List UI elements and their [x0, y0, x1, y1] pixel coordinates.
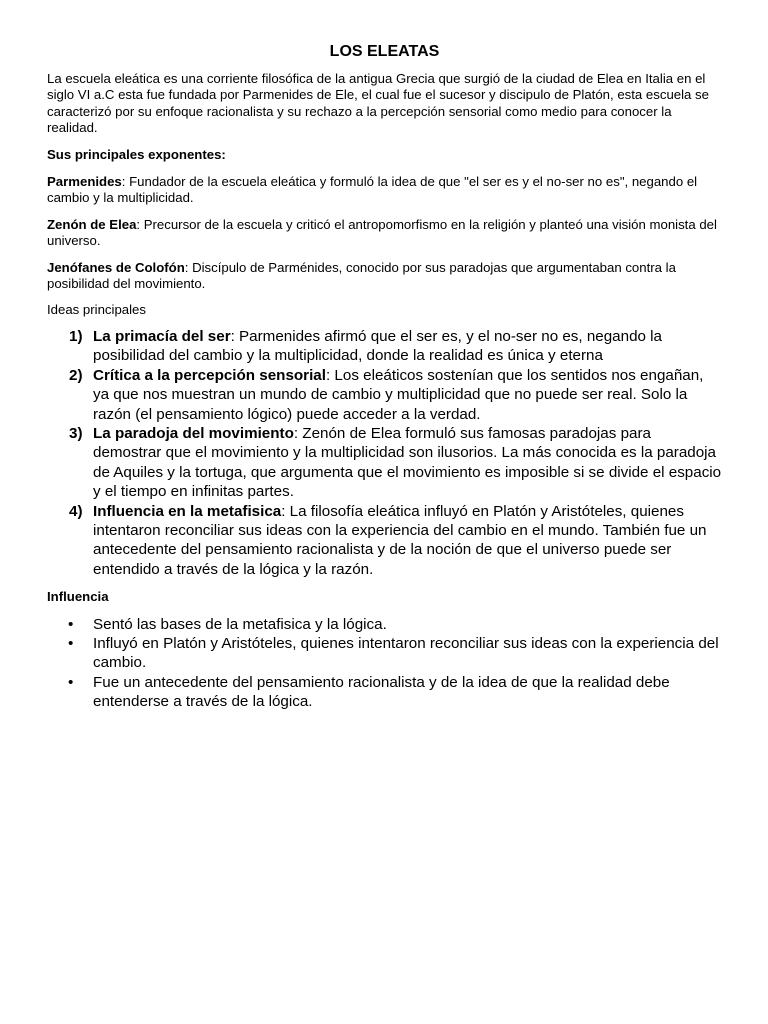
influence-text: Sentó las bases de la metafisica y la lógica. [93, 615, 387, 633]
ideas-heading: Ideas principales [47, 302, 146, 318]
influence-list [47, 615, 722, 712]
idea-text: : Zenón de Elea formuló sus famosas paradojas para demostrar que el movimiento y la multiplicidad son ilusorios. La más conocida es la paradoja de Aquiles y la tortuga, que argumenta que el movimiento es imposible si se divide el espacio y el tiempo en infinitas partes. [93, 424, 722, 501]
ideas-list [47, 327, 722, 579]
idea-number: 1) [69, 327, 83, 345]
influence-item [47, 615, 722, 634]
exponent-jenofanes [47, 260, 722, 293]
exponent-name: Zenón de Elea [47, 216, 137, 232]
exponent-parmenides [47, 174, 722, 207]
idea-item [47, 424, 722, 502]
bullet-icon: • [68, 615, 74, 633]
idea-text: : Los eleáticos sostenían que los sentidos nos engañan, ya que nos muestran un mundo de cambio y multiplicidad que no puede ser real. Solo la razón (el pensamiento lógico) puede acceder a la verdad. [93, 366, 704, 423]
exponent-name: Parmenides [47, 174, 122, 190]
idea-text: : La filosofía eleática influyó en Platón y Aristóteles, quienes intentaron reconciliar sus ideas con la experiencia del cambio en el mundo. También fue un antecedente del pensamiento racionalista y de la noción de que el universo puede ser entendido a través de la lógica y la razón. [93, 502, 707, 578]
idea-title: La primacía del ser [93, 327, 231, 345]
bullet-icon: • [68, 634, 74, 652]
intro-paragraph: La escuela eleática es una corriente filosófica de la antigua Grecia que surgió de la ciudad de Elea en Italia en el siglo VI a.C esta fue fundada por Parmenides de Ele, el cual fue el sucesor y discipulo de Platón, esta escuela se caracterizó por su enfoque racionalista y su rechazo a la percepción sensorial como medio para conocer la realidad. [47, 71, 709, 136]
idea-text: : Parmenides afirmó que el ser es, y el no-ser no es, negando la posibilidad del cambio y la multiplicidad, donde la realidad es única y eterna [93, 327, 662, 365]
bullet-icon: • [68, 673, 74, 691]
exponent-text: : Discípulo de Parménides, conocido por sus paradojas que argumentaban contra la posibilidad del movimiento. [47, 259, 676, 292]
idea-number: 3) [69, 424, 83, 442]
idea-number: 4) [69, 502, 83, 520]
influence-text: Influyó en Platón y Aristóteles, quienes intentaron reconciliar sus ideas con la experiencia del cambio. [93, 634, 719, 672]
idea-item [47, 327, 722, 366]
idea-number: 2) [69, 366, 83, 384]
idea-item [47, 366, 722, 424]
influence-item [47, 634, 722, 673]
exponent-name: Jenófanes de Colofón [47, 259, 185, 275]
exponents-heading: Sus principales exponentes: [47, 146, 226, 162]
idea-title: Crítica a la percepción sensorial [93, 366, 326, 384]
exponent-zenon [47, 217, 722, 250]
idea-item [47, 502, 722, 580]
idea-title: Influencia en la metafisica [93, 502, 282, 520]
influence-item [47, 673, 722, 712]
idea-title: La paradoja del movimiento [93, 424, 294, 442]
influence-text: Fue un antecedente del pensamiento racionalista y de la idea de que la realidad debe entenderse a través de la lógica. [93, 673, 670, 711]
document-title: LOS ELEATAS [329, 43, 440, 60]
exponent-text: : Fundador de la escuela eleática y formuló la idea de que "el ser es y el no-ser no es", negando el cambio y la multiplicidad. [47, 174, 698, 206]
influence-heading: Influencia [47, 589, 109, 605]
exponent-text: : Precursor de la escuela y criticó el antropomorfismo en la religión y planteó una visión monista del universo. [47, 216, 717, 249]
